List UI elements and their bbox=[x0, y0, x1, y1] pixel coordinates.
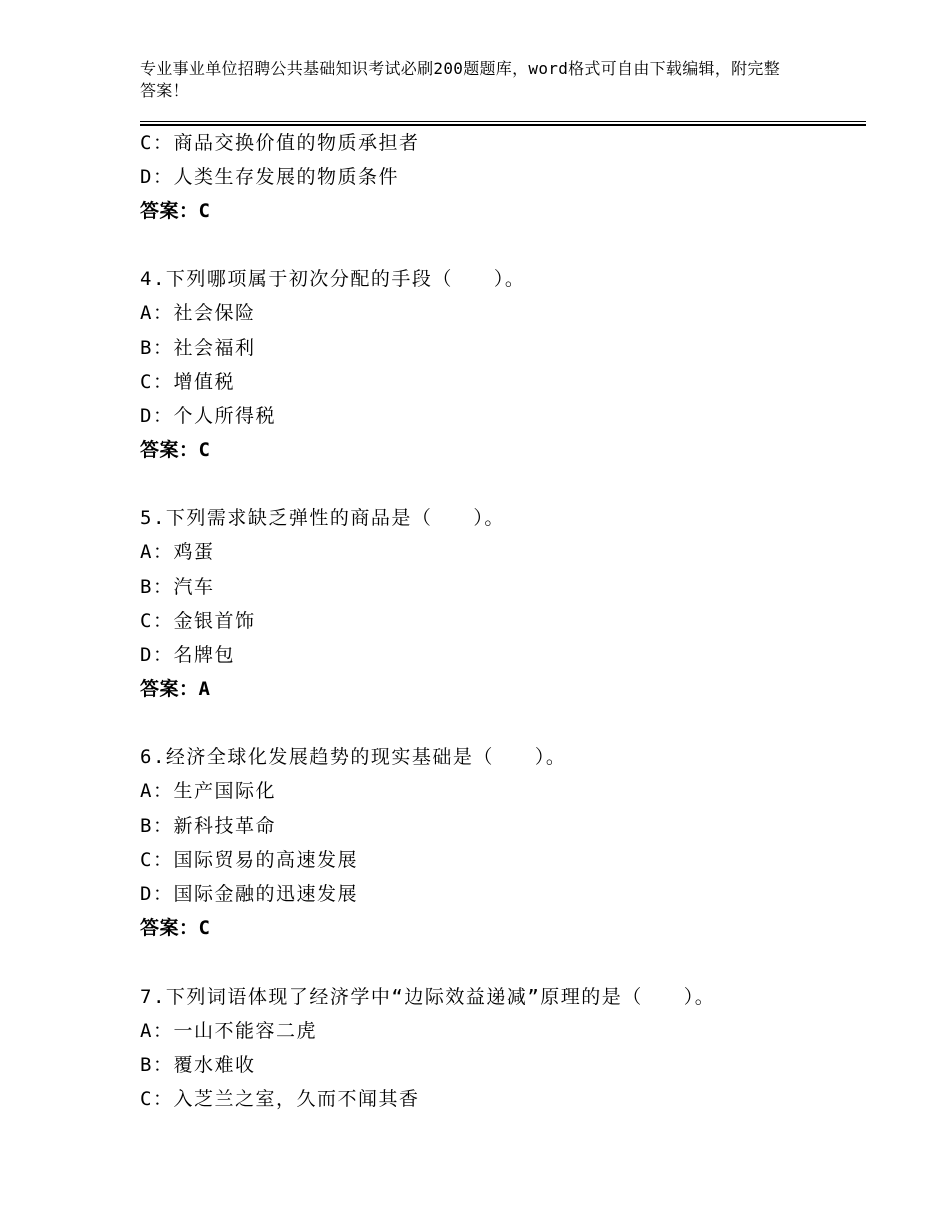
q7-option-a: A：一山不能容二虎 bbox=[140, 1020, 317, 1042]
header-divider-thin bbox=[140, 121, 866, 122]
q6-answer bbox=[140, 916, 210, 940]
q3-option-c: C：商品交换价值的物质承担者 bbox=[140, 132, 420, 154]
answer-value: A bbox=[198, 678, 211, 700]
q6-option-a: A：生产国际化 bbox=[140, 780, 276, 802]
q5-option-c: C：金银首饰 bbox=[140, 610, 256, 632]
q5-option-b: B：汽车 bbox=[140, 576, 215, 598]
q5-option-d: D：名牌包 bbox=[140, 644, 235, 666]
answer-value: C bbox=[198, 439, 211, 461]
q4-option-a: A：社会保险 bbox=[140, 302, 256, 324]
q7-option-b: B：覆水难收 bbox=[140, 1054, 256, 1076]
q7-stem: 7.下列词语体现了经济学中“边际效益递减”原理的是（ ）。 bbox=[140, 986, 716, 1008]
q6-option-c: C：国际贸易的高速发展 bbox=[140, 849, 358, 871]
q3-answer bbox=[140, 199, 210, 223]
answer-value: C bbox=[198, 917, 211, 939]
q4-option-b: B：社会福利 bbox=[140, 337, 256, 359]
answer-label: 答案： bbox=[140, 678, 199, 700]
answer-label: 答案： bbox=[140, 200, 199, 222]
answer-label: 答案： bbox=[140, 439, 199, 461]
q5-option-a: A：鸡蛋 bbox=[140, 541, 215, 563]
q4-answer bbox=[140, 438, 210, 462]
page-header: 专业事业单位招聘公共基础知识考试必刷200题题库，word格式可自由下载编辑，附完整答案！ bbox=[140, 59, 781, 100]
q4-stem: 4.下列哪项属于初次分配的手段（ ）。 bbox=[140, 268, 526, 290]
q4-option-c: C：增值税 bbox=[140, 371, 235, 393]
header-divider-thick bbox=[140, 124, 866, 126]
answer-label: 答案： bbox=[140, 917, 199, 939]
q6-stem: 6.经济全球化发展趋势的现实基础是（ ）。 bbox=[140, 746, 567, 768]
answer-value: C bbox=[198, 200, 211, 222]
q7-option-c: C：入芝兰之室，久而不闻其香 bbox=[140, 1088, 420, 1110]
q3-option-d: D：人类生存发展的物质条件 bbox=[140, 166, 399, 188]
q5-stem: 5.下列需求缺乏弹性的商品是（ ）。 bbox=[140, 507, 505, 529]
q6-option-b: B：新科技革命 bbox=[140, 815, 276, 837]
q6-option-d: D：国际金融的迅速发展 bbox=[140, 883, 358, 905]
q5-answer bbox=[140, 677, 210, 701]
q4-option-d: D：个人所得税 bbox=[140, 405, 276, 427]
